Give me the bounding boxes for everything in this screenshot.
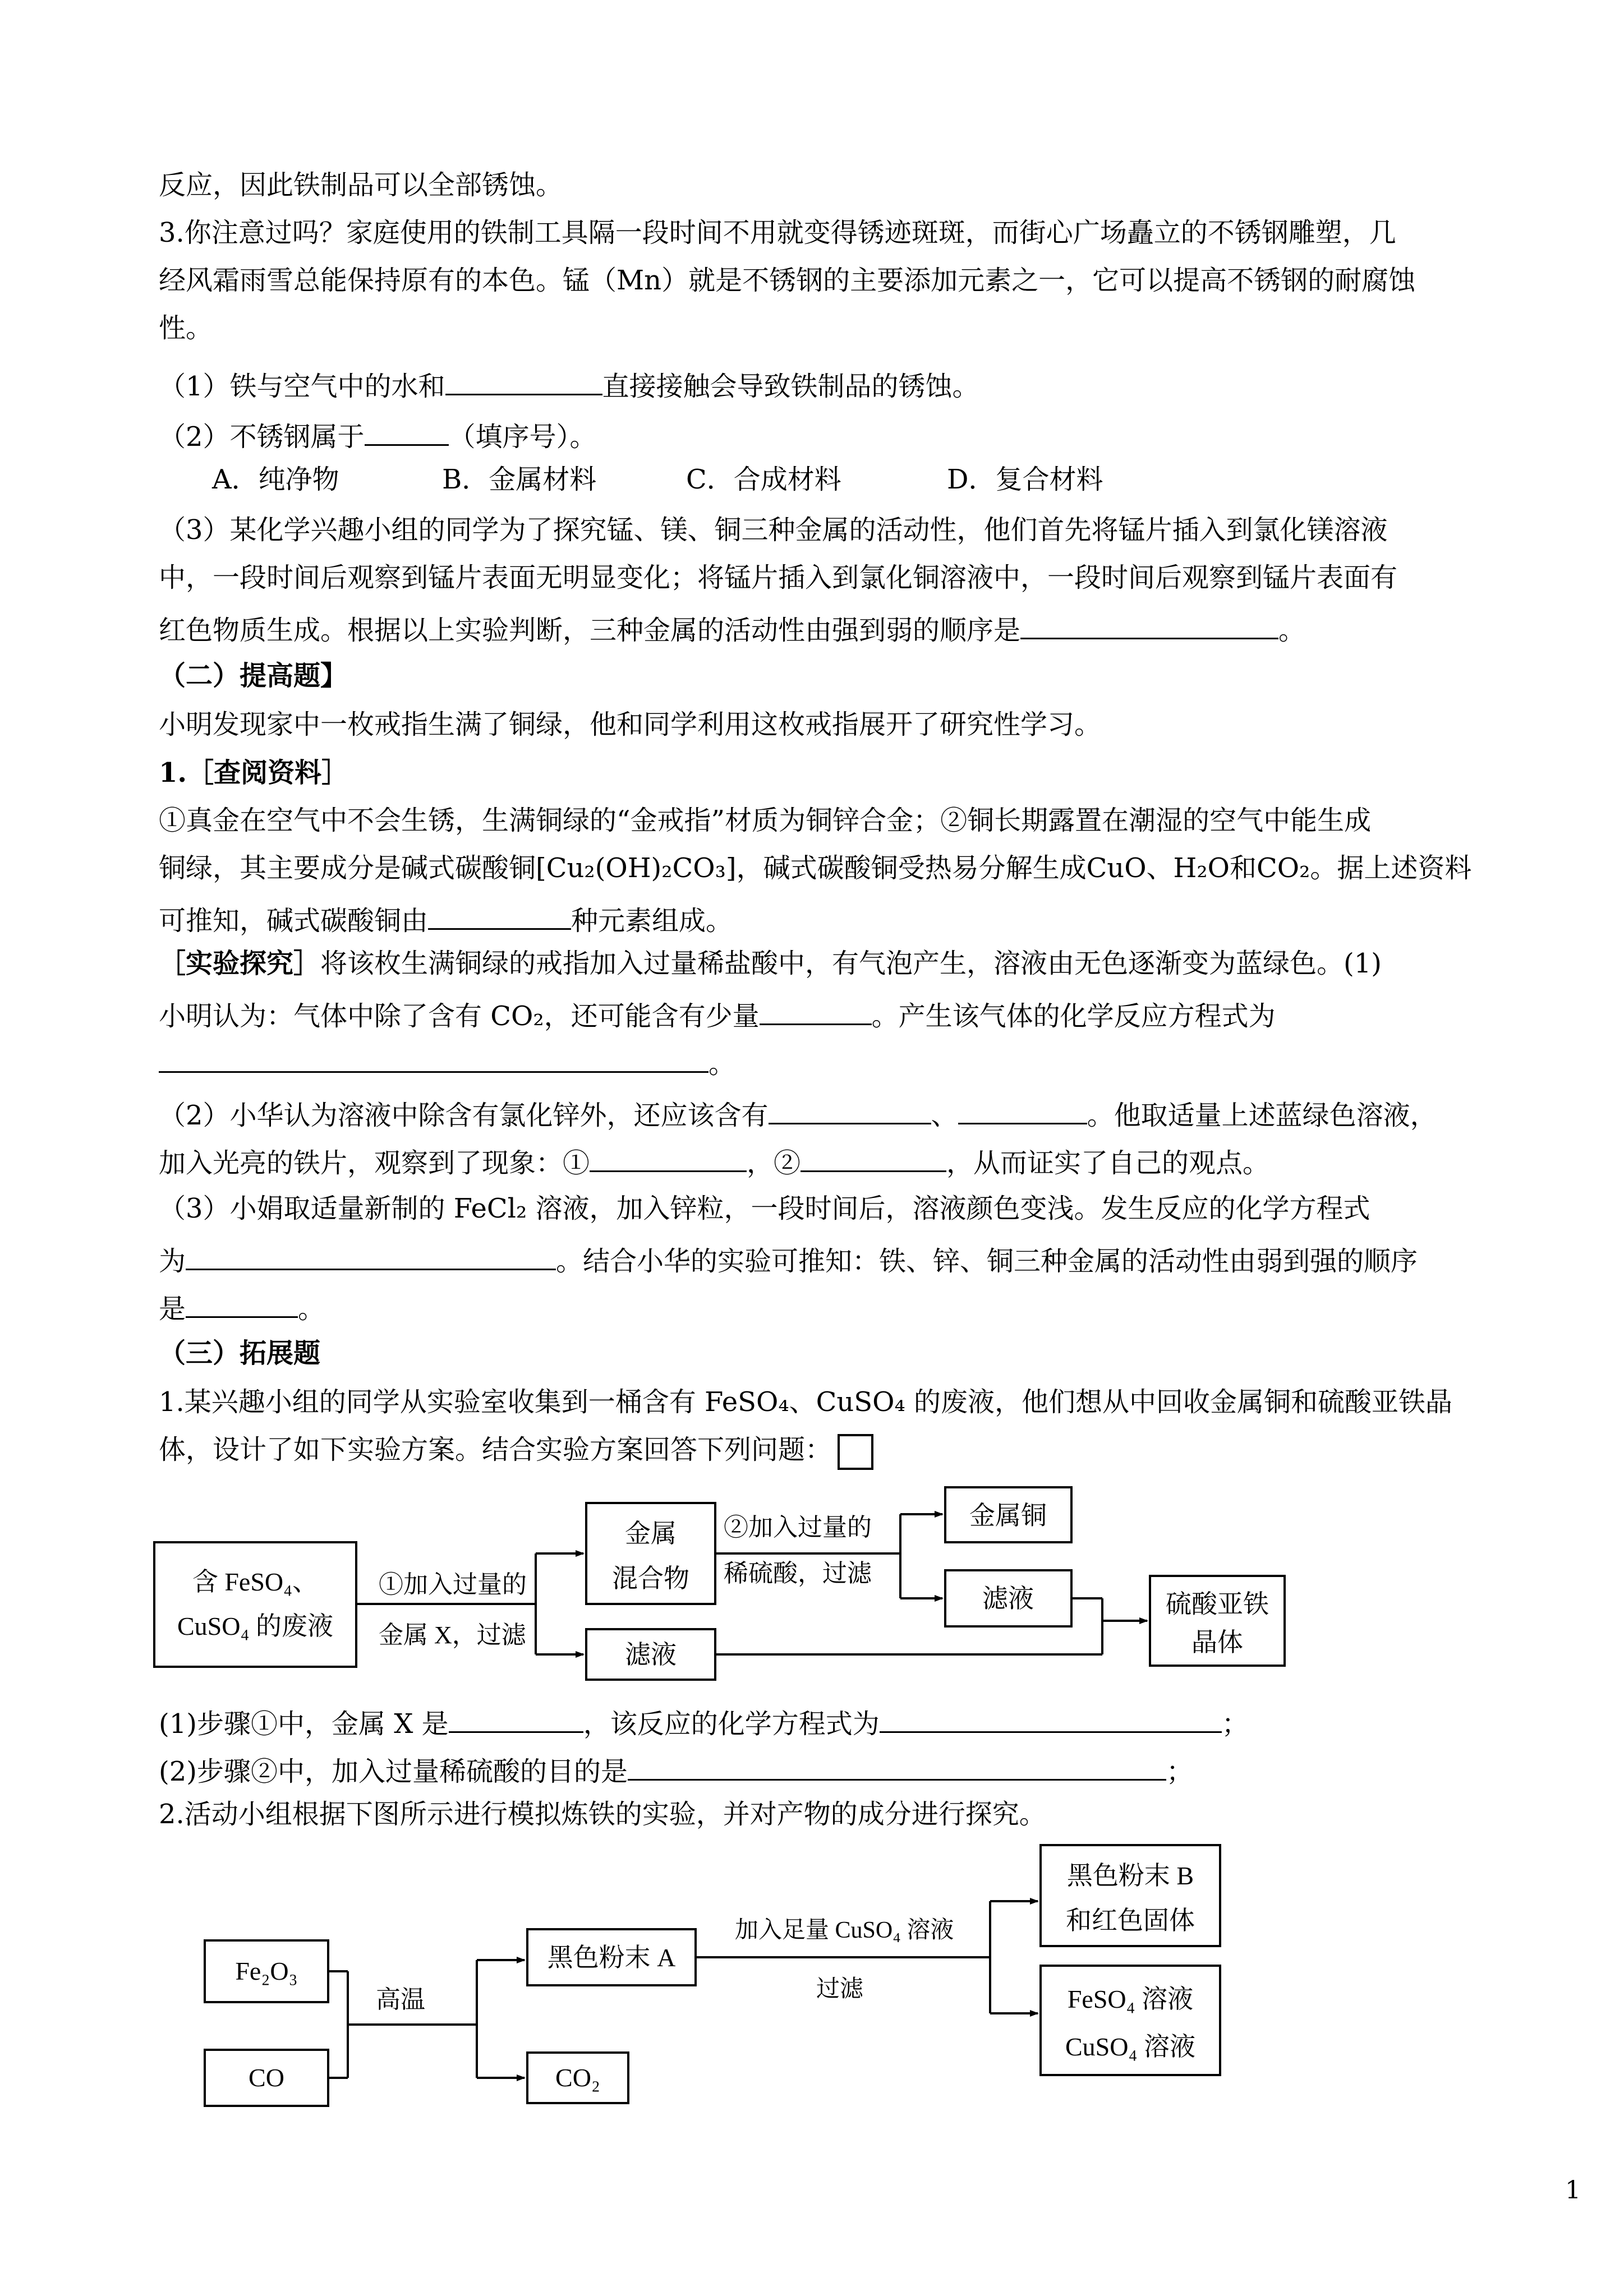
step-2-label-1: ②加入过量的 bbox=[724, 1514, 872, 1541]
metal-mixture-label-2: 混合物 bbox=[612, 1564, 689, 1593]
ext1-q1-text-b: ，该反应的化学方程式为 bbox=[583, 1708, 880, 1740]
period: 。 bbox=[709, 1048, 736, 1080]
result-2-label-1: FeSO₄ 溶液 bbox=[1067, 1985, 1194, 2013]
experiment-label: ［实验探究］ bbox=[159, 948, 321, 979]
ext1-line-1: 1.某兴趣小组的同学从实验室收集到一桶含有 FeSO₄、CuSO₄ 的废液，他们想从中回收金属铜和硫酸亚铁晶 bbox=[159, 1386, 1452, 1418]
q3-1-text-b: 直接接触会导致铁制品的锈蚀。 bbox=[602, 371, 979, 402]
section-3-title: （三）拓展题 bbox=[159, 1338, 321, 1369]
q3-3-line-1: （3）某化学兴趣小组的同学为了探究锰、镁、铜三种金属的活动性，他们首先将锰片插入到氯化镁溶液 bbox=[159, 514, 1388, 546]
experiment-text: 将该枚生满铜绿的戒指加入过量稀盐酸中，有气泡产生，溶液由无色逐渐变为蓝绿色。(1) bbox=[320, 948, 1382, 979]
step-1-label-1: ①加入过量的 bbox=[379, 1571, 527, 1598]
q3-3-text: 红色物质生成。根据以上实验判断，三种金属的活动性由强到弱的顺序是 bbox=[159, 615, 1021, 646]
exp-q3-line-1: （3）小娟取适量新制的 FeCl₂ 溶液，加入锌粒，一段时间后，溶液颜色变浅。发生反应的化学方程式 bbox=[159, 1193, 1370, 1224]
period: 。 bbox=[1278, 615, 1306, 646]
page-number: 1 bbox=[1565, 2176, 1581, 2205]
reference-text-b: 种元素组成。 bbox=[571, 905, 733, 937]
exp-q2-text-d: 加入光亮的铁片，观察到了现象：① bbox=[159, 1147, 590, 1179]
experiment-text-a: 小明认为：气体中除了含有 CO₂，还可能含有少量 bbox=[159, 1001, 760, 1032]
q3-1-text-a: （1）铁与空气中的水和 bbox=[159, 371, 445, 402]
step-2-label-2: 稀硫酸，过滤 bbox=[724, 1560, 872, 1587]
fe2o3-label: Fe₂O₃ bbox=[235, 1957, 298, 1985]
result-1-label-2: 和红色固体 bbox=[1066, 1906, 1195, 1935]
exp-q3-text-c: 是 bbox=[159, 1293, 186, 1325]
q3-2-text-b: （填序号）。 bbox=[448, 421, 597, 453]
high-temp-label: 高温 bbox=[376, 1986, 425, 2013]
metal-mixture-label-1: 金属 bbox=[625, 1519, 677, 1548]
ferrous-sulfate-label-1: 硫酸亚铁 bbox=[1166, 1590, 1269, 1619]
ext2-line: 2.活动小组根据下图所示进行模拟炼铁的实验，并对产物的成分进行探究。 bbox=[159, 1799, 1046, 1830]
exp-q2-text-a: （2）小华认为溶液中除含有氯化锌外，还应该含有 bbox=[159, 1100, 769, 1131]
filtrate-label-b: 滤液 bbox=[982, 1584, 1034, 1613]
option-d: D．复合材料 bbox=[947, 464, 1103, 495]
option-b: B．金属材料 bbox=[442, 464, 597, 495]
q3-2-text-a: （2）不锈钢属于 bbox=[159, 421, 365, 453]
ext1-q2-text-b: ； bbox=[1166, 1756, 1194, 1787]
waste-liquid-label-2: CuSO₄ 的废液 bbox=[177, 1612, 334, 1640]
waste-liquid-label-1: 含 FeSO₄、 bbox=[192, 1567, 319, 1596]
reference-line-1: ①真金在空气中不会生锈，生满铜绿的“金戒指”材质为铜锌合金；②铜长期露置在潮湿的空气中能生成 bbox=[159, 805, 1372, 836]
option-a: A．纯净物 bbox=[212, 464, 339, 495]
exp-q3-text-a: 为 bbox=[159, 1246, 186, 1277]
section-2-intro: 小明发现家中一枚戒指生满了铜绿，他和同学利用这枚戒指展开了研究性学习。 bbox=[159, 709, 1102, 740]
q3-intro-line-1: 3.你注意过吗？家庭使用的铁制工具隔一段时间不用就变得锈迹斑斑，而街心广场矗立的不锈钢雕塑，几 bbox=[159, 217, 1396, 248]
ext1-q1-text-c: ； bbox=[1221, 1708, 1249, 1740]
ferrous-sulfate-label-2: 晶体 bbox=[1191, 1628, 1243, 1657]
black-powder-a-label: 黑色粉末 A bbox=[547, 1943, 676, 1972]
exp-q2-text-c: 。他取适量上述蓝绿色溶液， bbox=[1087, 1100, 1437, 1131]
result-1-label-1: 黑色粉末 B bbox=[1066, 1861, 1194, 1890]
reference-title: 1.［查阅资料］ bbox=[159, 757, 349, 789]
exp-q2-text-e: ，② bbox=[747, 1147, 801, 1179]
exp-q3-text-b: 。结合小华的实验可推知：铁、锌、铜三种金属的活动性由弱到强的顺序 bbox=[556, 1246, 1418, 1277]
ext1-q1-text-a: (1)步骤①中，金属 X 是 bbox=[159, 1708, 449, 1740]
q3-intro-line-3: 性。 bbox=[159, 312, 213, 344]
result-2-label-2: CuSO₄ 溶液 bbox=[1065, 2032, 1196, 2061]
add-cuso4-label: 加入足量 CuSO₄ 溶液 bbox=[735, 1917, 954, 1943]
exp-q2-text-f: ，从而证实了自己的观点。 bbox=[946, 1147, 1270, 1179]
step-1-label-2: 金属 X，过滤 bbox=[379, 1621, 526, 1649]
q3-intro-line-2: 经风霜雨雪总能保持原有的本色。锰（Mn）就是不锈钢的主要添加元素之一，它可以提高不锈钢的耐腐蚀 bbox=[159, 265, 1416, 296]
q3-3-line-2: 中，一段时间后观察到锰片表面无明显变化；将锰片插入到氯化铜溶液中，一段时间后观察到锰片表面有 bbox=[159, 562, 1398, 593]
section-2-title: （二）提高题】 bbox=[159, 660, 348, 691]
experiment-text-b: 。产生该气体的化学反应方程式为 bbox=[871, 1001, 1276, 1032]
filtrate-label-a: 滤液 bbox=[625, 1640, 677, 1669]
reference-line-2: 铜绿，其主要成分是碱式碳酸铜[Cu₂(OH)₂CO₃]，碱式碳酸铜受热易分解生成CuO、H₂O和CO₂。据上述资料 bbox=[159, 852, 1472, 884]
paragraph-line: 反应，因此铁制品可以全部锈蚀。 bbox=[159, 169, 563, 201]
co-label: CO bbox=[249, 2063, 284, 2092]
ext1-q2-text-a: (2)步骤②中，加入过量稀硫酸的目的是 bbox=[159, 1756, 628, 1787]
co2-label: CO₂ bbox=[555, 2063, 600, 2092]
exp-q2-text-b: 、 bbox=[931, 1100, 958, 1131]
copper-label: 金属铜 bbox=[969, 1501, 1047, 1530]
ext1-text: 体，设计了如下实验方案。结合实验方案回答下列问题： bbox=[159, 1434, 832, 1465]
exp-q3-text-d: 。 bbox=[298, 1293, 325, 1325]
filter-label: 过滤 bbox=[816, 1976, 864, 2002]
reference-text-a: 可推知，碱式碳酸铜由 bbox=[159, 905, 429, 937]
option-c: C．合成材料 bbox=[686, 464, 841, 495]
